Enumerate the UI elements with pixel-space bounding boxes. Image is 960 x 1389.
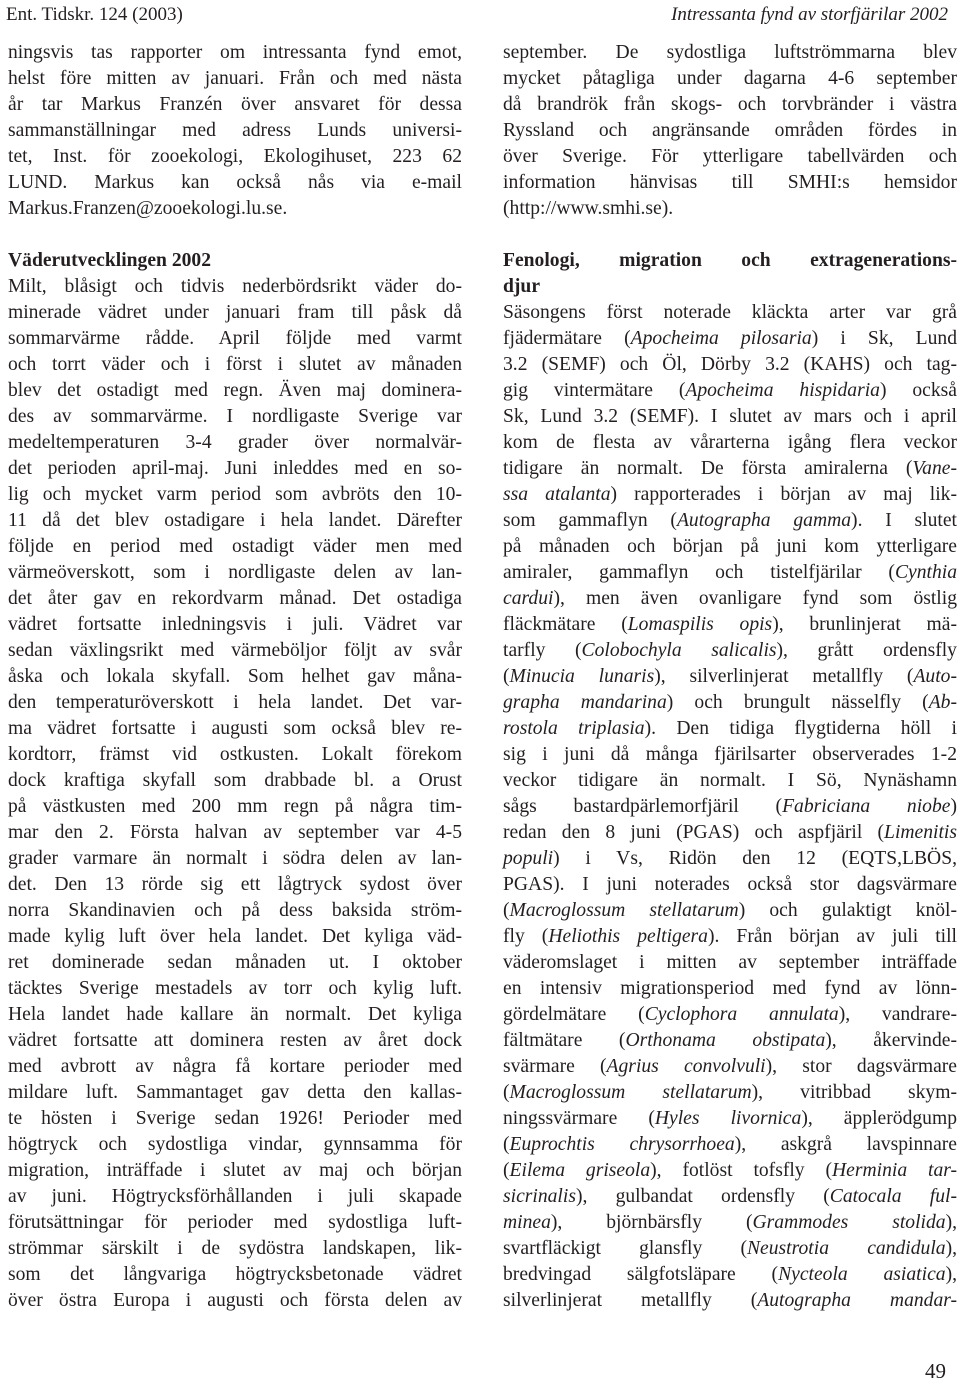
text-line: fjädermätare (Apocheima pilosaria) i Sk, Lund: [503, 328, 957, 349]
text-line: följde en period med ostadigt väder men med: [8, 536, 462, 557]
text-line: (Minucia lunaris), silverlinjerat metallfly (Auto-: [503, 666, 957, 687]
text-line: LUND. Markus kan också nås via e-mail: [8, 172, 462, 193]
text-line: des av sommarvärme. I nordligaste Sverige var: [8, 406, 462, 427]
running-header-title: Intressanta fynd av storfjärilar 2002: [671, 4, 948, 25]
text-line: över östra Europa i augusti och första delen av: [8, 1290, 462, 1311]
text-line: rostola triplasia). Den tidiga flygtiderna höll i: [503, 718, 957, 739]
text-line: migration, inträffade i slutet av maj och början: [8, 1160, 462, 1181]
text-line: september. De sydostliga luftströmmarna blev: [503, 42, 957, 63]
text-line: Sk, Lund 3.2 (SEMF). I slutet av mars och i april: [503, 406, 957, 427]
text-line: det perioden april-maj. Juni inleddes med en so-: [8, 458, 462, 479]
text-line: vädret fortsatte inledningsvis i juli. Vädret var: [8, 614, 462, 635]
right-text-column: [503, 40, 957, 1314]
text-line: sågs bastardpärlemorfjäril (Fabriciana niobe): [503, 796, 957, 817]
text-line: tarfly (Colobochyla salicalis), grått ordensfly: [503, 640, 957, 661]
text-line: redan den 8 juni (PGAS) och aspfjäril (Limenitis: [503, 822, 957, 843]
text-line: lig och mycket varm period som avbröts den 10-: [8, 484, 462, 505]
text-line: mildare luft. Sammantaget gav detta den kallas-: [8, 1082, 462, 1103]
text-line: sig i juni då många fjärilsarter observerades 1-2: [503, 744, 957, 765]
text-line: (Macroglossum stellatarum) och gulaktigt knöl-: [503, 900, 958, 921]
text-line: (Macroglossum stellatarum), vitribbad skym-: [503, 1082, 957, 1103]
text-line: mycket påtagliga under dagarna 4-6 september: [503, 68, 957, 89]
section-heading-line: Väderutvecklingen 2002: [8, 250, 212, 271]
text-line: av juni. Högtrycksförhållanden i juli skapade: [8, 1186, 462, 1207]
left-text-column: [8, 40, 462, 1314]
text-line: Hela landet hade kallare än normalt. Det kyliga: [8, 1004, 462, 1025]
text-line: strömmar särskilt i de sydöstra landskapen, lik-: [8, 1238, 462, 1259]
paragraph-gap: [8, 222, 462, 248]
text-line: Säsongens först noterade kläckta arter var grå: [503, 302, 957, 323]
text-line: bredvingad sälgfotsläpare (Nycteola asiatica),: [503, 1264, 957, 1285]
page-number: 49: [925, 1359, 946, 1383]
text-line: tet, Inst. för zooekologi, Ekologihuset, 223 62: [8, 146, 462, 167]
text-line: vädret fortsatte att dominera resten av året dock: [8, 1030, 462, 1051]
text-line: som det långvariga högtrycksbetonade vädret: [8, 1264, 462, 1285]
text-line: medeltemperaturen 3-4 grader över normalvär-: [8, 432, 462, 453]
text-line: väderomslaget i mitten av september inträffade: [503, 952, 957, 973]
running-header-journal: Ent. Tidskr. 124 (2003): [6, 4, 183, 25]
section-heading-line: Fenologi, migration och extragenerations-: [503, 250, 957, 271]
text-line: (Euprochtis chrysorrhoea), askgrå lavspinnare: [503, 1134, 957, 1155]
text-line: gig vintermätare (Apocheima hispidaria) också: [503, 380, 957, 401]
text-line: svartfläckigt glansfly (Neustrotia candidula),: [503, 1238, 957, 1259]
text-line: sedan växlingsrikt med värmeböljor följt av svår: [8, 640, 462, 661]
text-line: på västkusten med 200 mm regn på några tim-: [8, 796, 462, 817]
text-line: som gammaflyn (Autographa gamma). I slutet: [503, 510, 957, 531]
text-line: minea), björnbärsfly (Grammodes stolida),: [503, 1212, 957, 1233]
text-line: (http://www.smhi.se).: [503, 198, 674, 219]
text-line: täcktes Sverige mestadels av torr och kylig luft.: [8, 978, 462, 999]
text-line: då brandrök från skogs- och torvbränder i västra: [503, 94, 957, 115]
text-line: det åter gav en rekordvarm månad. Det ostadiga: [8, 588, 462, 609]
text-line: PGAS). I juni noterades också stor dagsvärmare: [503, 874, 957, 895]
text-line: det. Den 13 rörde sig ett lågtryck sydost över: [8, 874, 462, 895]
text-line: tidigare än normalt. De första amiralerna (Vane-: [503, 458, 957, 479]
text-line: Ryssland och angränsande områden fördes in: [503, 120, 957, 141]
text-line: populi) i Vs, Ridön den 12 (EQTS,LBÖS,: [503, 848, 957, 869]
text-line: cardui), men även ovanligare fynd som östlig: [503, 588, 957, 609]
text-line: te hösten i Sverige sedan 1926! Perioder med: [8, 1108, 462, 1129]
text-line: grapha mandarina) och brungult nässelfly (Ab-: [503, 692, 957, 713]
text-line: värmeöverskott, som i nordligaste delen av lan-: [8, 562, 462, 583]
text-line: fläckmätare (Lomaspilis opis), brunlinjerat mä-: [503, 614, 957, 635]
text-line: förutsättningar för perioder med sydostliga luft-: [8, 1212, 462, 1233]
text-line: svärmare (Agrius convolvuli), stor dagsvärmare: [503, 1056, 957, 1077]
text-line: Milt, blåsigt och tidvis nederbördsrikt väder do-: [8, 276, 462, 297]
text-line: ssa atalanta) rapporterades i början av maj lik-: [503, 484, 957, 505]
text-line: kordtorr, främst vid ostkusten. Lokalt förekom: [8, 744, 462, 765]
text-line: ma vädret fortsatte i augusti som också blev re-: [8, 718, 462, 739]
text-line: sammanställningar med adress Lunds universi-: [8, 120, 462, 141]
text-line: (Eilema griseola), fotlöst tofsfly (Herminia tar-: [503, 1160, 958, 1181]
text-line: minerade vädret under januari fram till påsk då: [8, 302, 462, 323]
text-line: år tar Markus Franzén över ansvaret för dessa: [8, 94, 462, 115]
text-line: mar den 2. Första halvan av september var 4-5: [8, 822, 462, 843]
text-line: Markus.Franzen@zooekologi.lu.se.: [8, 198, 288, 219]
text-line: information hänvisas till SMHI:s hemsidor: [503, 172, 957, 193]
text-line: 11 då det blev ostadigare i hela landet. Därefter: [8, 510, 462, 531]
text-line: ningssvärmare (Hyles livornica), äpplerödgump: [503, 1108, 957, 1129]
text-line: gördelmätare (Cyclophora annulata), vandrare-: [503, 1004, 957, 1025]
text-line: helst före mitten av januari. Från och med nästa: [8, 68, 462, 89]
text-line: norra Skandinavien och på dess baksida ström-: [8, 900, 462, 921]
text-line: sommarvärme rådde. April följde med varmt: [8, 328, 462, 349]
text-line: en intensiv migrationsperiod med fynd av lönn-: [503, 978, 957, 999]
text-line: på månaden och början på juni kom ytterligare: [503, 536, 957, 557]
text-line: made kylig luft över hela landet. Det kyliga väd-: [8, 926, 462, 947]
text-line: och torrt väder och i först i slutet av månaden: [8, 354, 462, 375]
text-line: silverlinjerat metallfly (Autographa mandar-: [503, 1290, 958, 1311]
text-line: med avbrott av några få kortare perioder med: [8, 1056, 462, 1077]
text-line: ningsvis tas rapporter om intressanta fynd emot,: [8, 42, 462, 63]
text-line: högtryck och sydostliga vindar, gynnsamma för: [8, 1134, 462, 1155]
text-line: fältmätare (Orthonama obstipata), åkervinde-: [503, 1030, 957, 1051]
text-line: sicrinalis), gulbandat ordensfly (Catocala ful-: [503, 1186, 957, 1207]
text-line: blev det ostadigt med regn. Även maj dominera-: [8, 380, 462, 401]
paragraph-gap: [503, 222, 957, 248]
text-line: kom de flesta av vårarterna igång flera veckor: [503, 432, 957, 453]
text-line: åska och lokala skyfall. Som helhet gav måna-: [8, 666, 462, 687]
text-line: ret dominerade sedan månaden ut. I oktober: [8, 952, 462, 973]
text-line: fly (Heliothis peltigera). Från början av juli till: [503, 926, 957, 947]
text-line: grader varmare än normalt i södra delen av lan-: [8, 848, 462, 869]
text-line: amiraler, gammaflyn och tistelfjärilar (Cynthia: [503, 562, 957, 583]
text-line: den temperaturöverskott i hela landet. Det var-: [8, 692, 462, 713]
text-line: dock kraftiga skyfall som drabbade bl. a Orust: [8, 770, 462, 791]
section-heading-line: djur: [503, 276, 541, 297]
text-line: veckor tidigare än normalt. I Sö, Nynäshamn: [503, 770, 957, 791]
text-line: över Sverige. För ytterligare tabellvärden och: [503, 146, 957, 167]
text-line: 3.2 (SEMF) och Öl, Dörby 3.2 (KAHS) och tag-: [503, 354, 957, 375]
